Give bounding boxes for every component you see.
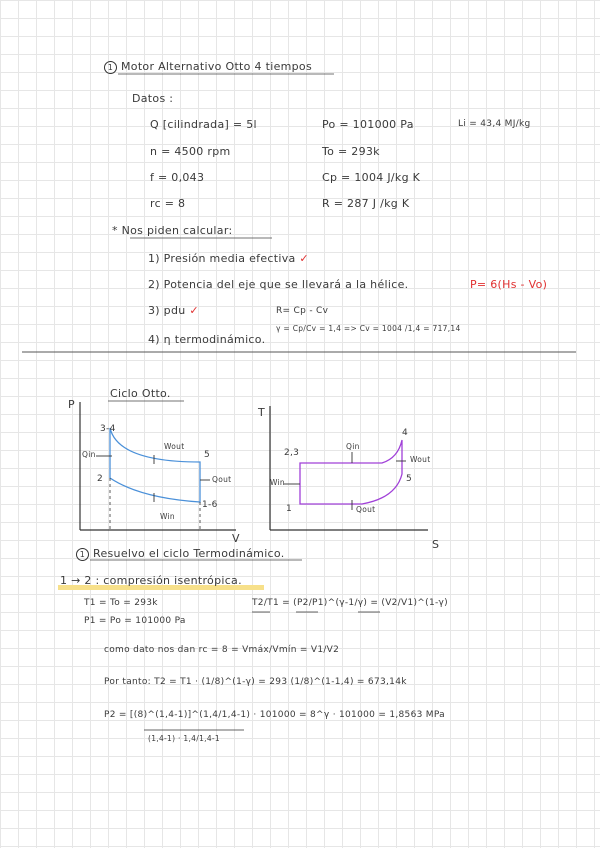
check-mark: ✓ — [299, 252, 309, 265]
dato-to: To = 293k — [322, 145, 380, 158]
pv-qout-label: Qout — [212, 475, 232, 484]
step-title: 1 → 2 : compresión isentrópica. — [60, 574, 242, 587]
ts-point-4: 4 — [402, 428, 409, 438]
pv-win-label: Win — [160, 512, 175, 521]
dato-cp: Cp = 1004 J/kg K — [322, 171, 421, 184]
ts-win-label: Win — [270, 478, 285, 487]
pv-axis-y-label: P — [68, 398, 75, 411]
dato-f: f = 0,043 — [150, 171, 205, 184]
por-tanto: Por tanto: T2 = T1 · (1/8)^(1-γ) = 293 (1/8)^(1-1,4) = 673,14k — [104, 677, 407, 687]
check-mark-2: ✓ — [189, 304, 199, 317]
como-dato: como dato nos dan rc = 8 = Vmáx/Vmín = V1/V2 — [104, 645, 340, 655]
piden-label: * Nos piden calcular: — [112, 224, 233, 237]
piden-item-1-text: 1) Presión media efectiva — [148, 252, 296, 265]
piden-label-text: Nos piden calcular: — [121, 224, 233, 237]
ts-wout-label: Wout — [410, 455, 431, 464]
resuelvo-title — [76, 547, 285, 561]
datos-label: Datos : — [132, 92, 174, 105]
pv-wout-label: Wout — [164, 442, 185, 451]
ciclo-title: Ciclo Otto. — [110, 387, 171, 400]
bottom-note: (1,4-1) · 1,4/1,4-1 — [148, 734, 220, 743]
ts-qout-label: Qout — [356, 505, 376, 514]
ts-axis-y-label: T — [258, 406, 266, 419]
gamma-formula: γ = Cp/Cv = 1,4 => Cv = 1004 /1,4 = 717,14 — [276, 324, 461, 333]
dato-rpm: n = 4500 rpm — [150, 145, 231, 158]
piden-item-2-text: 2) Potencia del eje que se llevará a la hélice. — [148, 278, 409, 291]
isentropic-eq: T2/T1 = (P2/P1)^(γ-1/γ) = (V2/V1)^(1-γ) — [252, 598, 448, 608]
pv-point-2: 2 — [97, 474, 104, 484]
piden-item-4: 4) η termodinámico. — [148, 333, 266, 346]
section-number: 1 — [104, 61, 117, 74]
resuelvo-number: 1 — [76, 548, 89, 561]
dato-li: Li = 43,4 MJ/kg — [458, 119, 531, 129]
ts-qin-label: Qin — [346, 442, 360, 451]
p1-eq: P1 = Po = 101000 Pa — [84, 616, 186, 626]
pv-point-16: 1-6 — [202, 500, 218, 510]
pv-axis-x-label: V — [232, 532, 240, 545]
r-formula: R= Cp - Cv — [276, 306, 329, 316]
resuelvo-title-text: Resuelvo el ciclo Termodinámico. — [93, 547, 285, 560]
pv-point-5: 5 — [204, 450, 211, 460]
potencia-formula: P= 6(Hs - Vo) — [470, 278, 548, 291]
ts-point-23: 2,3 — [284, 448, 300, 458]
ts-axis-x-label: S — [432, 538, 440, 551]
ts-point-1: 1 — [286, 504, 293, 514]
pv-point-34: 3-4 — [100, 424, 116, 434]
pv-cycle-curve — [110, 428, 200, 502]
pv-qin-label: Qin — [82, 450, 96, 459]
piden-item-3-text: 3) pdu — [148, 304, 186, 317]
dato-rc: rc = 8 — [150, 197, 186, 210]
dato-po: Po = 101000 Pa — [322, 118, 414, 131]
title-text: Motor Alternativo Otto 4 tiempos — [121, 60, 312, 73]
t1-eq: T1 = To = 293k — [84, 598, 158, 608]
p2-eq: P2 = [(8)^(1,4-1)]^(1,4/1,4-1) · 101000 = 8^γ · 101000 = 1,8563 MPa — [104, 710, 445, 720]
dato-cilindrada: Q [cilindrada] = 5l — [150, 118, 257, 131]
ts-point-5: 5 — [406, 474, 413, 484]
dato-r: R = 287 J /kg K — [322, 197, 410, 210]
